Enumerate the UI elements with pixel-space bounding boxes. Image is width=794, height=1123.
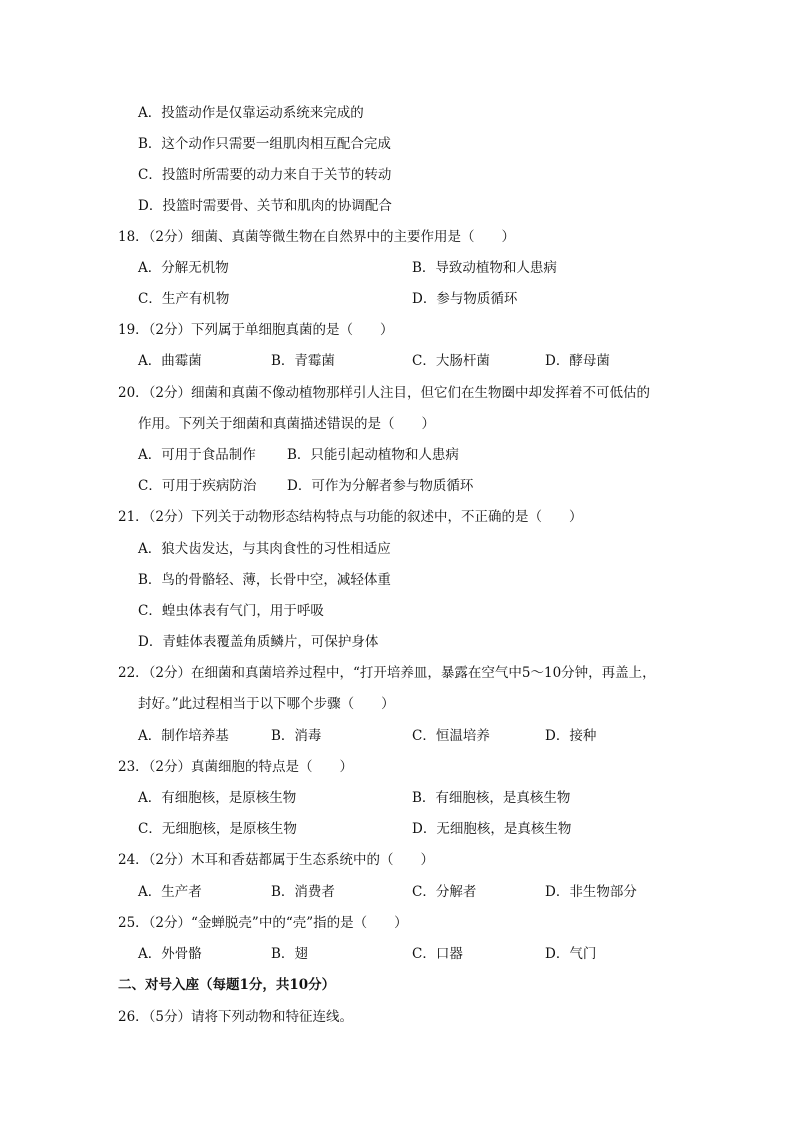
q26-stem: 26．（5分）请将下列动物和特征连线。 xyxy=(118,1009,354,1025)
q18-option-c: C．生产有机物 xyxy=(138,291,230,307)
q23-option-d: D．无细胞核，是真核生物 xyxy=(412,821,572,837)
q20-stem-continued: 作用。下列关于细菌和真菌描述错误的是（ ） xyxy=(138,416,435,432)
q20-option-b: B．只能引起动植物和人患病 xyxy=(287,447,459,463)
q19-option-c: C．大肠杆菌 xyxy=(412,353,490,369)
q22-option-b: B．消毒 xyxy=(271,728,322,744)
q20-stem: 20．（2分）细菌和真菌不像动植物那样引人注目，但它们在生物圈中却发挥着不可低估的 xyxy=(118,385,651,401)
section-title: 二、对号入座（每题1分，共10分） xyxy=(118,977,336,993)
q17-option-a: A．投篮动作是仅靠运动系统来完成的 xyxy=(138,105,364,121)
q17-option-b: B．这个动作只需要一组肌肉相互配合完成 xyxy=(138,136,391,152)
q25-option-c: C．口器 xyxy=(412,946,463,962)
q19-option-b: B．青霉菌 xyxy=(271,353,335,369)
q19-option-d: D．酵母菌 xyxy=(545,353,610,369)
q24-option-a: A．生产者 xyxy=(138,884,202,900)
q21-stem: 21．（2分）下列关于动物形态结构特点与功能的叙述中，不正确的是（ ） xyxy=(118,509,583,525)
q20-option-a: A．可用于食品制作 xyxy=(138,447,256,463)
q23-stem: 23．（2分）真菌细胞的特点是（ ） xyxy=(118,759,354,775)
q19-option-a: A．曲霉菌 xyxy=(138,353,202,369)
q24-option-b: B．消费者 xyxy=(271,884,335,900)
q25-option-a: A．外骨骼 xyxy=(138,946,202,962)
q18-option-a: A．分解无机物 xyxy=(138,260,229,276)
q25-option-b: B．翅 xyxy=(271,946,308,962)
q21-option-c: C．蝗虫体表有气门，用于呼吸 xyxy=(138,603,324,619)
q25-option-d: D．气门 xyxy=(545,946,597,962)
q24-stem: 24．（2分）木耳和香菇都属于生态系统中的（ ） xyxy=(118,852,435,868)
q18-option-b: B．导致动植物和人患病 xyxy=(412,260,557,276)
q22-stem-continued: 封好。”此过程相当于以下哪个步骤（ ） xyxy=(138,696,395,712)
q23-option-b: B．有细胞核，是真核生物 xyxy=(412,790,571,806)
q21-option-a: A．狼犬齿发达，与其肉食性的习性相适应 xyxy=(138,541,391,557)
q21-option-d: D．青蛙体表覆盖角质鳞片，可保护身体 xyxy=(138,634,379,650)
q22-stem: 22．（2分）在细菌和真菌培养过程中，“打开培养皿，暴露在空气中5～10分钟，再盖上， xyxy=(118,665,656,681)
q18-stem: 18．（2分）细菌、真菌等微生物在自然界中的主要作用是（ ） xyxy=(118,229,516,245)
q20-option-c: C．可用于疾病防治 xyxy=(138,478,257,494)
q23-option-a: A．有细胞核，是原核生物 xyxy=(138,790,297,806)
q22-option-d: D．接种 xyxy=(545,728,597,744)
q21-option-b: B．鸟的骨骼轻、薄，长骨中空，减轻体重 xyxy=(138,572,391,588)
q25-stem: 25．（2分）“金蝉脱壳”中的“壳”指的是（ ） xyxy=(118,915,408,931)
q17-option-c: C．投篮时所需要的动力来自于关节的转动 xyxy=(138,167,392,183)
q17-option-d: D．投篮时需要骨、关节和肌肉的协调配合 xyxy=(138,198,392,214)
q24-option-c: C．分解者 xyxy=(412,884,477,900)
q18-option-d: D．参与物质循环 xyxy=(412,291,518,307)
q19-stem: 19．（2分）下列属于单细胞真菌的是（ ） xyxy=(118,322,394,338)
q20-option-d: D．可作为分解者参与物质循环 xyxy=(287,478,474,494)
q22-option-c: C．恒温培养 xyxy=(412,728,490,744)
q23-option-c: C．无细胞核，是原核生物 xyxy=(138,821,297,837)
q22-option-a: A．制作培养基 xyxy=(138,728,229,744)
q24-option-d: D．非生物部分 xyxy=(545,884,637,900)
